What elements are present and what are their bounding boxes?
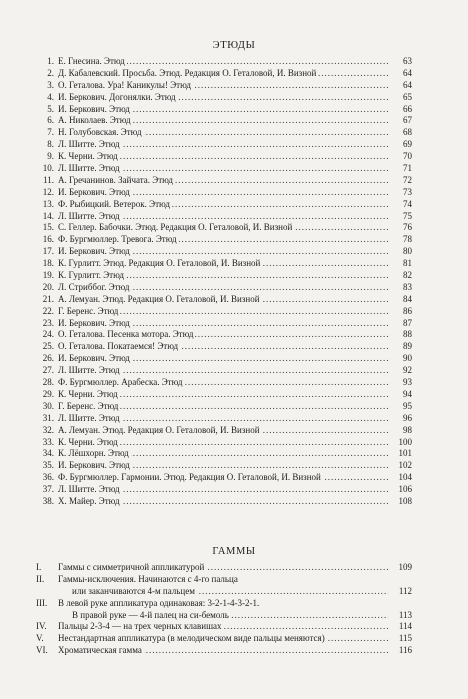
entry-number: 19. [42,270,54,281]
entry-title: И. Беркович. Этюд ..... [58,318,388,330]
entry-title: Хроматическая гамма ..... [58,645,388,657]
entry-page: 80 [403,246,412,257]
entry-number: 11. [43,174,54,185]
entry-page: 75 [403,210,412,221]
entry-title: О. Геталова. Песенка мотора. Этюд ..... [58,329,388,341]
etude-entry [36,413,412,425]
entry-title: Гаммы с симметричной аппликатурой ..... [58,562,388,574]
entry-title: или заканчиваются 4-м пальцем ..... [72,586,388,598]
entry-number: 25. [42,341,54,352]
entry-page: 98 [403,424,412,435]
entry-title: Л. Шитте. Этюд ..... [58,365,388,377]
entry-title: В правой руке — 4-й палец на си-бемоль ..... [72,610,388,622]
entry-number: 35. [42,460,54,471]
scale-entry [36,574,412,586]
etude-entry [36,92,412,104]
etude-entry [36,127,412,139]
entry-number: 9. [47,151,54,162]
entry-number: 28. [42,377,54,388]
entry-title: Г. Беренс. Этюд ..... [58,306,388,318]
etude-entry [36,246,412,258]
entry-title: Х. Майер. Этюд ..... [58,496,388,508]
etude-entry [36,365,412,377]
entry-page: 81 [403,258,412,269]
entry-page: 102 [398,460,412,471]
etude-entry [36,460,412,472]
scale-entry [36,598,412,610]
etude-entry [36,151,412,163]
entry-title: Д. Кабалевский. Просьба. Этюд. Редакция О. Геталовой, И. Визной ..... [58,68,388,80]
entry-title: Л. Шитте. Этюд ..... [58,413,388,425]
entry-title: К. Гурлитт. Этюд. Редакция О. Геталовой, И. Визной ..... [58,258,388,270]
entry-number: 16. [42,234,54,245]
etude-entry [36,222,412,234]
entry-title: Г. Беренс. Этюд ..... [58,401,388,413]
etude-entry [36,234,412,246]
entry-title: И. Беркович. Догонялки. Этюд ..... [58,92,388,104]
etude-entry [36,318,412,330]
etude-entry [36,199,412,211]
entry-page: 116 [398,645,412,656]
entry-number: 8. [47,139,54,150]
entry-title: И. Беркович. Этюд ..... [58,353,388,365]
etude-entry [36,389,412,401]
etude-entry [36,139,412,151]
entry-page: 78 [403,234,412,245]
etude-entry [36,258,412,270]
entry-number: IV. [36,621,47,632]
scale-entry [36,621,412,633]
entry-title: В левой руке аппликатура одинаковая: 3-2-1-4-3-2-1. [58,597,260,608]
entry-number: 12. [42,186,54,197]
entry-title: Гаммы-исключения. Начинаются с 4-го пальца [58,573,238,584]
scale-entry [36,562,412,574]
entry-page: 92 [403,365,412,376]
entry-title: Л. Шитте. Этюд ..... [58,163,388,175]
entry-title: Ф. Бургмюллер. Гармонии. Этюд. Редакция О. Геталовой, И. Визной ..... [58,472,388,484]
entry-page: 90 [403,353,412,364]
entry-number: III. [36,597,48,608]
entry-page: 109 [398,562,412,572]
entry-title: Пальцы 2-3-4 — на трех черных клавишах ..... [58,621,388,633]
entry-number: 29. [42,388,54,399]
entry-title: И. Беркович. Этюд ..... [58,187,388,199]
entry-page: 100 [398,436,412,447]
entry-number: 21. [42,293,54,304]
etude-entry [36,401,412,413]
entry-title: К. Черни. Этюд ..... [58,151,388,163]
entry-page: 96 [403,412,412,423]
entry-number: 1. [47,56,54,66]
entry-number: 34. [42,448,54,459]
entry-title: И. Беркович. Этюд ..... [58,104,388,116]
etude-entry [36,187,412,199]
etude-entry [36,294,412,306]
entry-number: 3. [47,79,54,90]
entry-title: А. Лемуан. Этюд. Редакция О. Геталовой, И. Визной ..... [58,294,388,306]
etude-entry [36,437,412,449]
entry-number: 13. [42,198,54,209]
entry-title: О. Геталова. Покатаемся! Этюд ..... [58,341,388,353]
etudes-heading: ЭТЮДЫ [212,40,256,51]
entry-title: А. Николаев. Этюд ..... [58,115,388,127]
entry-title: К. Черни. Этюд ..... [58,437,388,449]
entry-page: 67 [403,115,412,126]
entry-title: К. Лёшхорн. Этюд ..... [58,448,388,460]
entry-page: 74 [403,198,412,209]
entry-page: 86 [403,305,412,316]
entry-title: Л. Стриббог. Этюд ..... [58,282,388,294]
scale-entry [36,610,412,622]
entry-title: О. Геталова. Ура! Каникулы! Этюд ..... [58,80,388,92]
entry-page: 70 [403,151,412,162]
entry-page: 76 [403,222,412,233]
etude-entry [36,425,412,437]
entry-title: С. Геллер. Бабочки. Этюд. Редакция О. Геталовой, И. Визной ..... [58,222,388,234]
entry-page: 68 [403,127,412,138]
etude-entry [36,163,412,175]
etude-entry [36,68,412,80]
entry-title: Л. Шитте. Этюд ..... [58,139,388,151]
entry-number: 20. [42,281,54,292]
entry-title: Ф. Бургмюллер. Тревога. Этюд ..... [58,234,388,246]
entry-number: 22. [42,305,54,316]
scales-heading: ГАММЫ [212,546,256,557]
entry-page: 106 [398,484,412,495]
entry-page: 94 [403,388,412,399]
etude-entry [36,104,412,116]
etude-entry [36,282,412,294]
entry-page: 104 [398,472,412,483]
entry-title: Л. Шитте. Этюд ..... [58,484,388,496]
entry-number: II. [36,573,45,584]
etude-entry [36,448,412,460]
scale-entry [36,586,412,598]
entry-page: 71 [403,163,412,174]
scale-entry [36,633,412,645]
entry-number: 15. [42,222,54,233]
entry-number: 10. [42,163,54,174]
entry-title: А. Гречанинов. Зайчата. Этюд ..... [58,175,388,187]
etude-entry [36,56,412,68]
etude-entry [36,496,412,508]
etude-entry [36,306,412,318]
entry-number: 24. [42,329,54,340]
etude-entry [36,270,412,282]
entry-number: 2. [47,67,54,78]
entry-number: I. [36,562,42,572]
entry-page: 64 [403,67,412,78]
entry-page: 66 [403,103,412,114]
entry-number: 5. [47,103,54,114]
entry-title: А. Лемуан. Этюд. Редакция О. Геталовой, И. Визной ..... [58,425,388,437]
entry-page: 113 [398,609,412,620]
entry-number: 31. [42,412,54,423]
entry-number: 14. [42,210,54,221]
etude-entry [36,115,412,127]
entry-number: 30. [42,400,54,411]
entry-title: К. Гурлитт. Этюд ..... [58,270,388,282]
entry-number: V. [36,633,44,644]
entry-number: 18. [42,258,54,269]
etude-entry [36,329,412,341]
entry-number: 37. [42,484,54,495]
entry-page: 63 [403,56,412,66]
entry-title: И. Беркович. Этюд ..... [58,460,388,472]
entry-page: 73 [403,186,412,197]
entry-number: 32. [42,424,54,435]
entry-number: 23. [42,317,54,328]
entry-page: 87 [403,317,412,328]
entry-page: 88 [403,329,412,340]
entry-title: Н. Голубовская. Этюд ..... [58,127,388,139]
etudes-list [36,56,412,508]
entry-number: 4. [47,91,54,102]
entry-number: 27. [42,365,54,376]
entry-title: Е. Гнесина. Этюд ..... [58,56,388,68]
etude-entry [36,341,412,353]
etude-entry [36,377,412,389]
entry-page: 84 [403,293,412,304]
entry-number: 26. [42,353,54,364]
entry-page: 82 [403,270,412,281]
entry-page: 95 [403,400,412,411]
entry-number: 7. [47,127,54,138]
entry-page: 89 [403,341,412,352]
entry-page: 65 [403,91,412,102]
entry-title: Нестандартная аппликатура (в мелодическом виде пальцы меняются) ..... [58,633,388,645]
scales-list [36,562,412,657]
etude-entry [36,211,412,223]
entry-title: И. Беркович. Этюд ..... [58,246,388,258]
etude-entry [36,353,412,365]
entry-page: 64 [403,79,412,90]
entry-page: 115 [398,633,412,644]
entry-number: 6. [47,115,54,126]
etude-entry [36,472,412,484]
entry-page: 112 [398,585,412,596]
entry-number: 38. [42,495,54,506]
entry-page: 114 [398,621,412,632]
entry-number: VI. [36,645,48,656]
entry-number: 33. [42,436,54,447]
etude-entry [36,484,412,496]
entry-title: Ф. Рыбицкий. Ветерок. Этюд ..... [58,199,388,211]
scale-entry [36,645,412,657]
entry-page: 101 [398,448,412,459]
entry-title: Л. Шитте. Этюд ..... [58,211,388,223]
entry-number: 17. [42,246,54,257]
entry-page: 72 [403,174,412,185]
entry-title: Ф. Бургмюллер. Арабеска. Этюд ..... [58,377,388,389]
entry-page: 69 [403,139,412,150]
entry-page: 93 [403,377,412,388]
entry-title: К. Черни. Этюд ..... [58,389,388,401]
entry-page: 108 [398,495,412,506]
entry-page: 83 [403,281,412,292]
entry-number: 36. [42,472,54,483]
etude-entry [36,80,412,92]
etude-entry [36,175,412,187]
